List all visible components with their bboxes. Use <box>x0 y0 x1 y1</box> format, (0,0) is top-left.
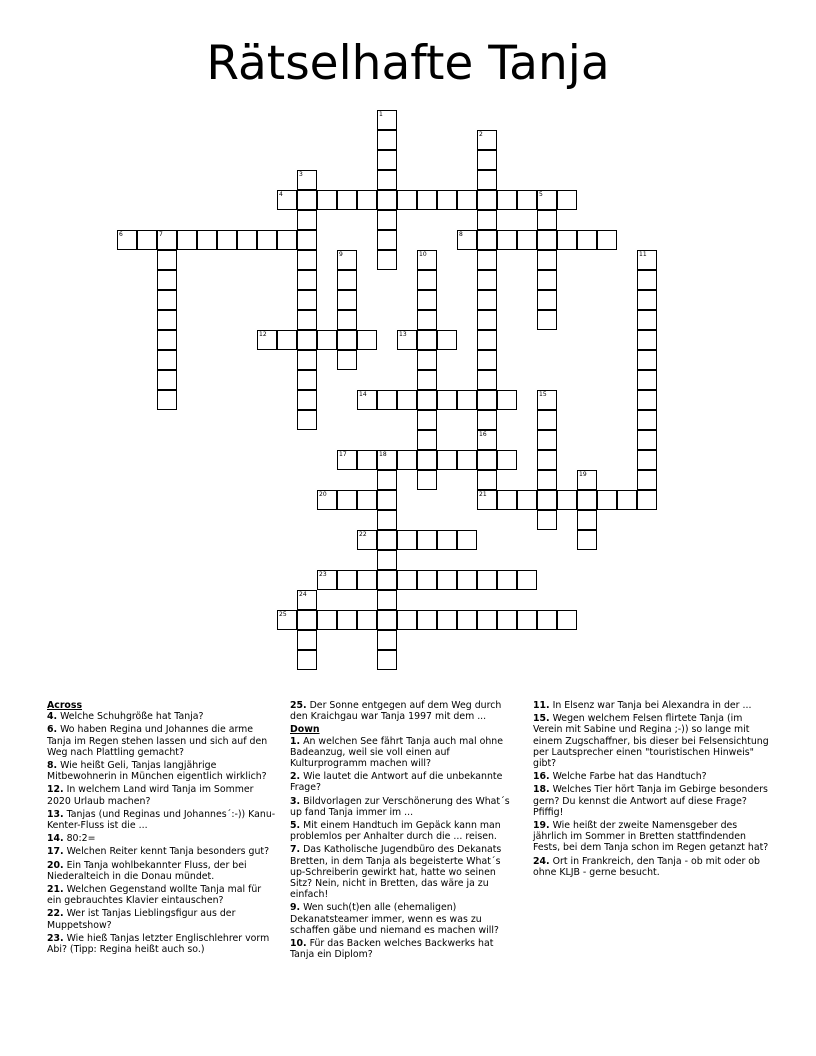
grid-cell[interactable] <box>417 190 437 210</box>
grid-cell[interactable] <box>157 350 177 370</box>
grid-cell[interactable] <box>497 490 517 510</box>
grid-cell[interactable] <box>437 190 457 210</box>
grid-cell[interactable] <box>557 190 577 210</box>
clue-number: 7 <box>159 231 163 238</box>
clue-number: 14 <box>359 391 367 398</box>
grid-cell[interactable] <box>157 270 177 290</box>
clue-text: An welchen See fährt Tanja auch mal ohne Badeanzug, weil sie voll einen auf Kulturprogramm machen will? <box>290 735 503 770</box>
grid-cell[interactable] <box>377 450 397 470</box>
grid-cell[interactable] <box>477 390 497 410</box>
clue-text: Wo haben Regina und Johannes die arme Tanja im Regen stehen lassen und sich auf den Weg nach Plattling gemacht? <box>47 724 268 758</box>
grid-cell[interactable] <box>477 430 497 450</box>
grid-cell[interactable] <box>337 190 357 210</box>
grid-cell[interactable] <box>577 490 597 510</box>
grid-cell[interactable] <box>457 610 477 630</box>
grid-cell[interactable] <box>477 150 497 170</box>
clue-number: 6 <box>119 231 123 238</box>
grid-cell[interactable] <box>377 550 397 570</box>
down-clue <box>533 856 773 878</box>
grid-cell[interactable] <box>297 210 317 230</box>
grid-cell[interactable] <box>297 250 317 270</box>
clue-number: 15 <box>539 391 547 398</box>
grid-cell[interactable] <box>437 570 457 590</box>
clue-number-label: 5. <box>290 820 301 832</box>
grid-cell[interactable] <box>337 290 357 310</box>
grid-cell[interactable] <box>637 450 657 470</box>
grid-cell[interactable] <box>377 590 397 610</box>
down-clue <box>290 796 515 818</box>
grid-cell[interactable] <box>217 230 237 250</box>
grid-cell[interactable] <box>637 470 657 490</box>
clue-number-label: 16. <box>533 771 550 783</box>
grid-cell[interactable] <box>297 170 317 190</box>
clue-text: Welche Farbe hat das Handtuch? <box>549 771 707 783</box>
clue-text: Bildvorlagen zur Verschönerung des What´s up fand Tanja immer im ... <box>290 795 510 818</box>
grid-cell[interactable] <box>537 190 557 210</box>
clue-text: Wie lautet die Antwort auf die unbekannte Frage? <box>290 771 503 794</box>
grid-cell[interactable] <box>257 230 277 250</box>
grid-cell[interactable] <box>477 330 497 350</box>
clue-number: 21 <box>479 491 487 498</box>
grid-cell[interactable] <box>377 210 397 230</box>
clue-number-label: 6. <box>47 724 58 736</box>
grid-cell[interactable] <box>317 610 337 630</box>
grid-cell[interactable] <box>497 570 517 590</box>
grid-cell[interactable] <box>537 270 557 290</box>
grid-cell[interactable] <box>357 390 377 410</box>
grid-cell[interactable] <box>637 310 657 330</box>
clue-number: 23 <box>319 571 327 578</box>
grid-cell[interactable] <box>317 190 337 210</box>
grid-cell[interactable] <box>397 330 417 350</box>
grid-cell[interactable] <box>357 450 377 470</box>
grid-cell[interactable] <box>397 450 417 470</box>
grid-cell[interactable] <box>437 530 457 550</box>
grid-cell[interactable] <box>417 350 437 370</box>
grid-cell[interactable] <box>377 250 397 270</box>
grid-cell[interactable] <box>337 450 357 470</box>
down-clue <box>533 784 773 818</box>
grid-cell[interactable] <box>397 190 417 210</box>
down-clue <box>290 736 515 770</box>
grid-cell[interactable] <box>377 230 397 250</box>
clue-number-label: 11. <box>533 700 550 711</box>
grid-cell[interactable] <box>497 230 517 250</box>
grid-cell[interactable] <box>557 610 577 630</box>
grid-cell[interactable] <box>477 210 497 230</box>
grid-cell[interactable] <box>417 610 437 630</box>
clue-text: 80:2= <box>63 833 96 845</box>
grid-cell[interactable] <box>157 310 177 330</box>
grid-cell[interactable] <box>497 610 517 630</box>
down-clue <box>290 844 515 900</box>
grid-cell[interactable] <box>597 230 617 250</box>
grid-cell[interactable] <box>477 190 497 210</box>
grid-cell[interactable] <box>337 490 357 510</box>
grid-cell[interactable] <box>457 530 477 550</box>
clue-text: Welchen Reiter kennt Tanja besonders gut? <box>63 846 270 858</box>
grid-cell[interactable] <box>297 270 317 290</box>
grid-cell[interactable] <box>457 450 477 470</box>
grid-cell[interactable] <box>537 290 557 310</box>
grid-cell[interactable] <box>377 490 397 510</box>
clue-number: 1 <box>379 111 383 118</box>
clue-number-label: 21. <box>47 884 64 896</box>
grid-cell[interactable] <box>397 570 417 590</box>
grid-cell[interactable] <box>297 290 317 310</box>
grid-cell[interactable] <box>357 530 377 550</box>
clue-number: 13 <box>399 331 407 338</box>
grid-cell[interactable] <box>477 610 497 630</box>
grid-cell[interactable] <box>437 390 457 410</box>
grid-cell[interactable] <box>377 150 397 170</box>
clue-number: 19 <box>579 471 587 478</box>
grid-cell[interactable] <box>157 330 177 350</box>
grid-cell[interactable] <box>637 410 657 430</box>
grid-cell[interactable] <box>477 370 497 390</box>
clue-number-label: 15. <box>533 713 550 725</box>
grid-cell[interactable] <box>457 570 477 590</box>
grid-cell[interactable] <box>177 230 197 250</box>
grid-cell[interactable] <box>397 610 417 630</box>
grid-cell[interactable] <box>357 330 377 350</box>
across-clue <box>47 833 277 844</box>
clue-number: 24 <box>299 591 307 598</box>
clue-number-label: 23. <box>47 932 64 944</box>
grid-cell[interactable] <box>197 230 217 250</box>
clue-number-label: 8. <box>47 760 58 772</box>
across-clue <box>47 784 277 806</box>
clue-text: Wen such(t)en alle (ehemaligen) Dekanatsteamer immer, wenn es was zu schaffen gäbe und niemand es machen will? <box>290 902 499 936</box>
grid-cell[interactable] <box>297 630 317 650</box>
grid-cell[interactable] <box>577 470 597 490</box>
grid-cell[interactable] <box>337 350 357 370</box>
grid-cell[interactable] <box>297 230 317 250</box>
grid-cell[interactable] <box>537 470 557 490</box>
grid-cell[interactable] <box>357 570 377 590</box>
grid-cell[interactable] <box>377 470 397 490</box>
grid-cell[interactable] <box>477 170 497 190</box>
clue-number-label: 7. <box>290 844 301 856</box>
grid-cell[interactable] <box>537 310 557 330</box>
grid-cell[interactable] <box>417 390 437 410</box>
grid-cell[interactable] <box>637 430 657 450</box>
grid-cell[interactable] <box>377 570 397 590</box>
grid-cell[interactable] <box>417 370 437 390</box>
grid-cell[interactable] <box>477 350 497 370</box>
clue-text: Wegen welchem Felsen flirtete Tanja (im Verein mit Sabine und Regina ;-)) so lange mit einem Zugschaffner, bis dieser bei Felsensichtung per Lautsprecher einen "touristischen Hinweis" gibt? <box>533 713 769 770</box>
grid-cell[interactable] <box>377 110 397 130</box>
grid-cell[interactable] <box>417 290 437 310</box>
grid-cell[interactable] <box>277 190 297 210</box>
clue-number-label: 13. <box>47 808 64 820</box>
grid-cell[interactable] <box>297 190 317 210</box>
grid-cell[interactable] <box>337 270 357 290</box>
clues-column-1 <box>47 700 277 957</box>
grid-cell[interactable] <box>157 370 177 390</box>
across-clue <box>47 860 277 882</box>
grid-cell[interactable] <box>537 490 557 510</box>
grid-cell[interactable] <box>317 490 337 510</box>
grid-cell[interactable] <box>297 350 317 370</box>
grid-cell[interactable] <box>437 450 457 470</box>
grid-cell[interactable] <box>637 490 657 510</box>
grid-cell[interactable] <box>537 390 557 410</box>
clue-number-label: 1. <box>290 735 301 747</box>
grid-cell[interactable] <box>457 190 477 210</box>
clue-number: 2 <box>479 131 483 138</box>
clue-number: 10 <box>419 251 427 258</box>
grid-cell[interactable] <box>377 510 397 530</box>
grid-cell[interactable] <box>377 650 397 670</box>
clue-text: In Elsenz war Tanja bei Alexandra in der ... <box>549 700 752 711</box>
grid-cell[interactable] <box>297 610 317 630</box>
down-clue <box>290 820 515 842</box>
grid-cell[interactable] <box>277 330 297 350</box>
clue-text: Wie heißt der zweite Namensgeber des jährlich im Sommer in Bretten stattfindenden Fests, bei dem Tanja schon im Regen getanzt hat? <box>533 820 769 854</box>
grid-cell[interactable] <box>517 570 537 590</box>
grid-cell[interactable] <box>577 230 597 250</box>
grid-cell[interactable] <box>337 310 357 330</box>
grid-cell[interactable] <box>437 610 457 630</box>
grid-cell[interactable] <box>537 430 557 450</box>
grid-cell[interactable] <box>317 330 337 350</box>
clue-text: Wie hieß Tanjas letzter Englischlehrer vorm Abi? (Tipp: Regina heißt auch so.) <box>47 932 270 956</box>
clue-number: 11 <box>639 251 647 258</box>
grid-cell[interactable] <box>477 450 497 470</box>
grid-cell[interactable] <box>417 330 437 350</box>
grid-cell[interactable] <box>517 230 537 250</box>
grid-cell[interactable] <box>517 190 537 210</box>
grid-cell[interactable] <box>557 490 577 510</box>
grid-cell[interactable] <box>477 250 497 270</box>
down-clue <box>533 820 773 854</box>
clue-number: 17 <box>339 451 347 458</box>
clues-column-2 <box>290 700 515 962</box>
clue-text: Wie heißt Geli, Tanjas langjährige Mitbewohnerin in München eigentlich wirklich? <box>47 760 267 783</box>
grid-cell[interactable] <box>117 230 137 250</box>
grid-cell[interactable] <box>577 510 597 530</box>
clue-text: Mit einem Handtuch im Gepäck kann man problemlos per Anhalter durch die ... reisen. <box>290 820 501 843</box>
grid-cell[interactable] <box>377 610 397 630</box>
grid-cell[interactable] <box>337 570 357 590</box>
grid-cell[interactable] <box>417 270 437 290</box>
clue-text: In welchem Land wird Tanja im Sommer 2020 Urlaub machen? <box>47 784 254 807</box>
grid-cell[interactable] <box>157 230 177 250</box>
grid-cell[interactable] <box>617 490 637 510</box>
grid-cell[interactable] <box>457 230 477 250</box>
down-clue <box>290 771 515 793</box>
grid-cell[interactable] <box>297 370 317 390</box>
grid-cell[interactable] <box>377 170 397 190</box>
down-clue <box>290 938 515 960</box>
grid-cell[interactable] <box>477 490 497 510</box>
clue-number-label: 9. <box>290 902 301 914</box>
grid-cell[interactable] <box>417 470 437 490</box>
clue-number: 5 <box>539 191 543 198</box>
grid-cell[interactable] <box>377 390 397 410</box>
grid-cell[interactable] <box>417 410 437 430</box>
grid-cell[interactable] <box>297 410 317 430</box>
grid-cell[interactable] <box>537 250 557 270</box>
clue-number-label: 24. <box>533 855 550 867</box>
clue-text: Welche Schuhgröße hat Tanja? <box>57 711 204 723</box>
grid-cell[interactable] <box>397 530 417 550</box>
grid-cell[interactable] <box>537 410 557 430</box>
clue-number-label: 22. <box>47 908 64 920</box>
grid-cell[interactable] <box>477 290 497 310</box>
grid-cell[interactable] <box>297 590 317 610</box>
grid-cell[interactable] <box>317 570 337 590</box>
clue-number-label: 14. <box>47 833 64 845</box>
grid-cell[interactable] <box>637 330 657 350</box>
grid-cell[interactable] <box>477 310 497 330</box>
grid-cell[interactable] <box>337 610 357 630</box>
grid-cell[interactable] <box>437 330 457 350</box>
clue-number: 12 <box>259 331 267 338</box>
grid-cell[interactable] <box>477 270 497 290</box>
grid-cell[interactable] <box>537 450 557 470</box>
clue-number: 3 <box>299 171 303 178</box>
grid-cell[interactable] <box>557 230 577 250</box>
grid-cell[interactable] <box>497 450 517 470</box>
grid-cell[interactable] <box>417 530 437 550</box>
grid-cell[interactable] <box>537 210 557 230</box>
down-clue <box>533 771 773 782</box>
grid-cell[interactable] <box>337 330 357 350</box>
grid-cell[interactable] <box>377 190 397 210</box>
across-clue <box>47 846 277 857</box>
grid-cell[interactable] <box>497 190 517 210</box>
across-clue <box>47 711 277 722</box>
clue-text: Welches Tier hört Tanja im Gebirge besonders gern? Du kennst die Antwort auf diese Frage? Pfiffig! <box>533 784 768 818</box>
grid-cell[interactable] <box>337 250 357 270</box>
down-clue <box>533 700 773 711</box>
clue-number-label: 2. <box>290 771 301 783</box>
clue-text: Ein Tanja wohlbekannter Fluss, der bei Niederalteich in die Donau mündet. <box>47 859 247 882</box>
grid-cell[interactable] <box>297 330 317 350</box>
grid-cell[interactable] <box>417 250 437 270</box>
grid-cell[interactable] <box>357 610 377 630</box>
clue-number-label: 25. <box>290 700 307 711</box>
grid-cell[interactable] <box>137 230 157 250</box>
clue-text: Das Katholische Jugendbüro des Dekanats Bretten, in dem Tanja als begeisterte What´s up-Schreiberin gewirkt hat, hatte wo seinen Sitz? Nein, nicht in Bretten, das wäre ja zu einfach! <box>290 844 502 901</box>
grid-cell[interactable] <box>577 530 597 550</box>
grid-cell[interactable] <box>417 570 437 590</box>
clue-text: Der Sonne entgegen auf dem Weg durch den Kraichgau war Tanja 1997 mit dem ... <box>290 700 502 723</box>
across-clue <box>47 724 277 758</box>
grid-cell[interactable] <box>297 650 317 670</box>
clue-number-label: 18. <box>533 784 550 796</box>
grid-cell[interactable] <box>157 390 177 410</box>
clue-number: 9 <box>339 251 343 258</box>
clue-number-label: 10. <box>290 938 307 950</box>
grid-cell[interactable] <box>377 630 397 650</box>
clue-number: 4 <box>279 191 283 198</box>
down-clue <box>533 713 773 769</box>
clue-text: Tanjas (und Reginas und Johannes´:-)) Kanu-Kenter-Fluss ist die ... <box>47 808 276 832</box>
clue-number: 16 <box>479 431 487 438</box>
clue-number-label: 20. <box>47 859 64 871</box>
across-clue <box>47 933 277 955</box>
clue-number-label: 19. <box>533 820 550 832</box>
grid-cell[interactable] <box>277 230 297 250</box>
grid-cell[interactable] <box>637 350 657 370</box>
down-heading: Down <box>290 724 320 736</box>
grid-cell[interactable] <box>257 330 277 350</box>
grid-cell[interactable] <box>517 610 537 630</box>
grid-cell[interactable] <box>477 230 497 250</box>
clue-text: Wer ist Tanjas Lieblingsfigur aus der Muppetshow? <box>47 908 236 931</box>
grid-cell[interactable] <box>357 490 377 510</box>
grid-cell[interactable] <box>357 190 377 210</box>
grid-cell[interactable] <box>297 390 317 410</box>
grid-cell[interactable] <box>637 250 657 270</box>
grid-cell[interactable] <box>417 450 437 470</box>
clues-column-3 <box>533 700 773 880</box>
across-clue <box>47 908 277 930</box>
grid-cell[interactable] <box>277 610 297 630</box>
clue-number: 8 <box>459 231 463 238</box>
grid-cell[interactable] <box>637 370 657 390</box>
clue-text: Ort in Frankreich, den Tanja - ob mit oder ob ohne KLJB - gerne besucht. <box>533 855 760 878</box>
grid-cell[interactable] <box>157 250 177 270</box>
clue-number-label: 3. <box>290 795 301 807</box>
clue-number-label: 12. <box>47 784 64 796</box>
grid-cell[interactable] <box>537 610 557 630</box>
grid-cell[interactable] <box>377 530 397 550</box>
grid-cell[interactable] <box>477 570 497 590</box>
clue-number-label: 4. <box>47 711 58 723</box>
grid-cell[interactable] <box>477 410 497 430</box>
grid-cell[interactable] <box>457 390 477 410</box>
grid-cell[interactable] <box>297 310 317 330</box>
grid-cell[interactable] <box>537 510 557 530</box>
grid-cell[interactable] <box>537 230 557 250</box>
across-clue <box>47 760 277 782</box>
grid-cell[interactable] <box>477 130 497 150</box>
clue-text: Welchen Gegenstand wollte Tanja mal für ein gebrauchtes Klavier eintauschen? <box>47 884 262 907</box>
grid-cell[interactable] <box>417 430 437 450</box>
clue-number: 20 <box>319 491 327 498</box>
grid-cell[interactable] <box>477 470 497 490</box>
grid-cell[interactable] <box>597 490 617 510</box>
down-clue <box>290 902 515 936</box>
clue-number: 22 <box>359 531 367 538</box>
across-clue <box>290 700 515 722</box>
grid-cell[interactable] <box>397 390 417 410</box>
grid-cell[interactable] <box>517 490 537 510</box>
across-clue <box>47 809 277 831</box>
page-title: Rätselhafte Tanja <box>206 36 610 91</box>
across-heading: Across <box>47 700 83 711</box>
grid-cell[interactable] <box>417 310 437 330</box>
grid-cell[interactable] <box>637 390 657 410</box>
grid-cell[interactable] <box>637 290 657 310</box>
clue-number: 25 <box>279 611 287 618</box>
across-clue <box>47 884 277 906</box>
clue-number: 18 <box>379 451 387 458</box>
grid-cell[interactable] <box>497 390 517 410</box>
grid-cell[interactable] <box>377 130 397 150</box>
clue-text: Für das Backen welches Backwerks hat Tanja ein Diplom? <box>290 938 494 961</box>
clue-number-label: 17. <box>47 846 64 858</box>
grid-cell[interactable] <box>637 270 657 290</box>
grid-cell[interactable] <box>237 230 257 250</box>
grid-cell[interactable] <box>157 290 177 310</box>
